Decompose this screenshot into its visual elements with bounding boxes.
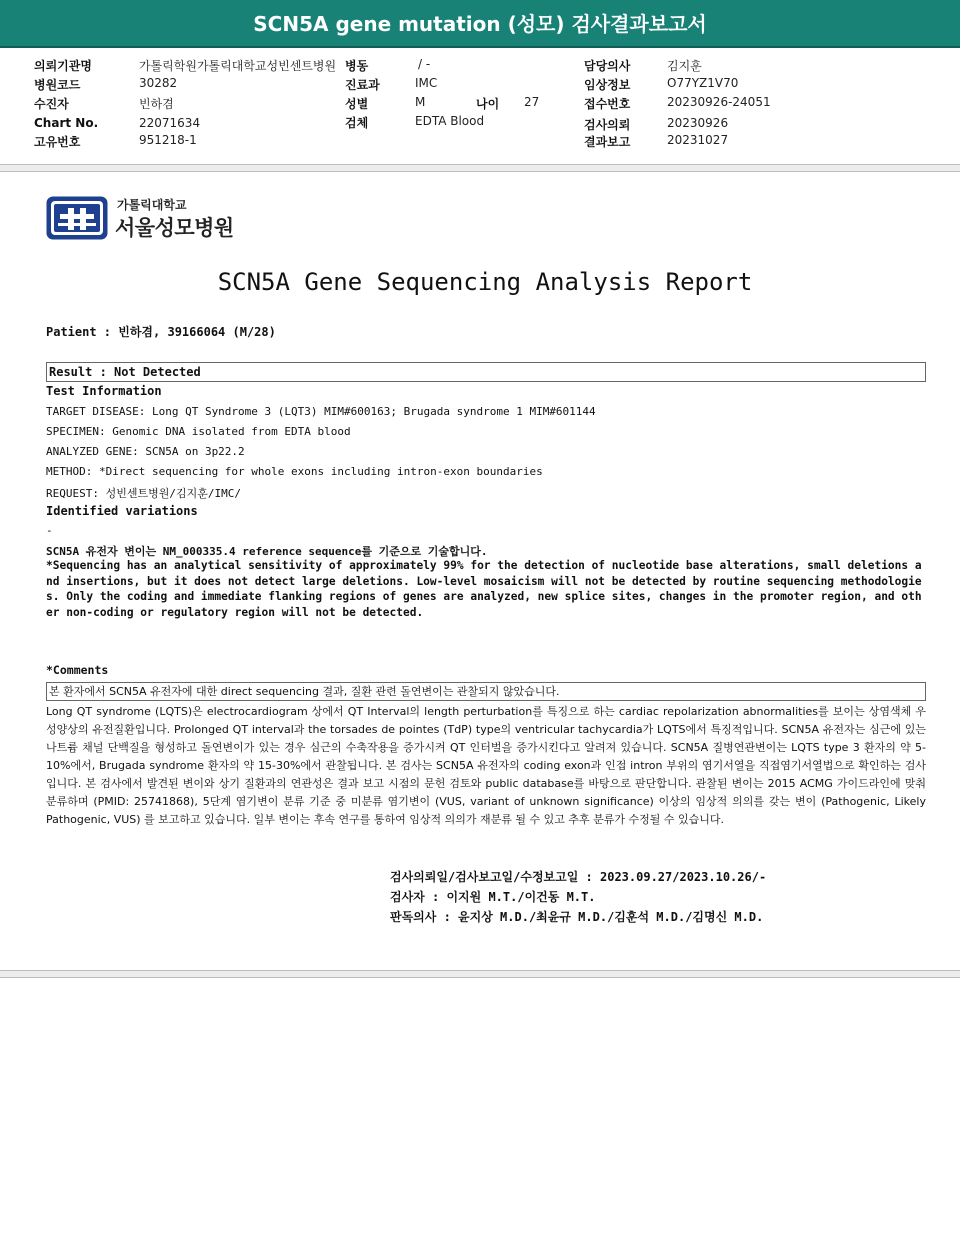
logo-hospital-name: 서울성모병원 — [115, 216, 234, 240]
age-label: 나이 — [476, 97, 500, 111]
comment-body: Long QT syndrome (LQTS)은 electrocardiogram 상에서 QT Interval의 length perturbation를 특징으로 하는 cardiac repolarization abnormalities를 보이는 상염색체 우성양상의 유전질환입니다. Prolonged QT interval과 the torsades de pointes (TdP) type의 ventricular tachycardia가 LQTS에서 특징적입니다. SCN5A 유전자는 심근에 있는 나트륨 채널 단백질을 형성하고 돌연변이가 있는 경우 심근의 수축작용을 증가시켜 QT 인터벌을 증가시킨다고 알려져 있습니다. SCN5A 질병연관변이는 LQTS type 3 환자의 약 5-10%에서, Brugada syndrome 환자의 약 15-30%에서 관찰됩니다. 본 검사는 SCN5A 유전자의 coding exon과 인접 intron 부위의 염기서열을 직접염기서열법으로 확인하는 검사입니다. 본 검사에서 발견된 변이와 상기 질환과의 연관성은 결과 보고 시점의 문헌 검토와 public database를 바탕으로 판단합니다. 관찰된 변이는 2015 ACMG 가이드라인에 맞춰 분류하며 (PMID: 25741868), 5단계 염기변이 분류 기준 중 미분류 염기변이 (VUS, variant of unknown significance) 이상의 임상적 의의를 갖는 변이 (Pathogenic, Likely Pathogenic, VUS) 를 보고하고 있습니다. 일부 변이는 후속 연구를 통하여 임상적 의의가 재분류 될 수 있고 추후 분류가 수정될 수 있습니다. — [46, 705, 926, 826]
attending-doctor-label: 담당의사 — [584, 59, 631, 73]
patient-name-label: 수진자 — [34, 97, 69, 111]
specimen-value: EDTA Blood — [415, 114, 485, 128]
target-disease-line: TARGET DISEASE: Long QT Syndrome 3 (LQT3) MIM#600163; Brugada syndrome 1 MIM#601144 — [46, 405, 596, 418]
unique-id-label: 고유번호 — [34, 135, 81, 149]
report-date-label: 결과보고 — [584, 135, 631, 149]
sex-value: M — [415, 95, 426, 109]
attending-doctor-value: 김지훈 — [667, 59, 702, 73]
request-date-value: 20230926 — [667, 116, 729, 130]
ward-label: 병동 — [345, 59, 369, 73]
clinical-info-label: 임상정보 — [584, 78, 631, 92]
analyzed-gene-line: ANALYZED GENE: SCN5A on 3p22.2 — [46, 445, 245, 458]
chart-no-value: 22071634 — [139, 116, 201, 130]
specimen-line: SPECIMEN: Genomic DNA isolated from EDTA blood — [46, 425, 351, 438]
receipt-number-label: 접수번호 — [584, 97, 631, 111]
reference-sequence-note: SCN5A 유전자 변이는 NM_000335.4 reference sequence를 기준으로 기술합니다. — [46, 545, 488, 558]
pathologist-signature: 판독의사 : 윤지상 M.D./최윤규 M.D./김훈석 M.D./김명신 M.D. — [390, 910, 764, 924]
unique-id-value: 951218-1 — [139, 133, 197, 147]
hospital-code-value: 30282 — [139, 76, 178, 90]
request-line: REQUEST: 성빈센트병원/김지훈/IMC/ — [46, 487, 241, 500]
technician-signature: 검사자 : 이지원 M.T./이건동 M.T. — [390, 890, 596, 904]
patient-line: Patient : 빈하겸, 39166064 (M/28) — [46, 325, 276, 339]
identified-variations-value: - — [46, 524, 53, 537]
logo-university-name: 가톨릭대학교 — [117, 198, 187, 212]
test-info-heading: Test Information — [46, 384, 162, 398]
age-value: 27 — [524, 95, 540, 109]
identified-variations-heading: Identified variations — [46, 504, 198, 518]
sex-label: 성별 — [345, 97, 369, 111]
comments-heading: *Comments — [46, 663, 109, 677]
ward-value: / - — [418, 57, 431, 71]
department-label: 진료과 — [345, 78, 380, 92]
report-date-value: 20231027 — [667, 133, 729, 147]
requesting-institution-label: 의뢰기관명 — [34, 59, 92, 73]
hospital-logo-emblem — [46, 196, 108, 240]
patient-name-value: 빈하겸 — [139, 97, 174, 111]
method-line: METHOD: *Direct sequencing for whole exons including intron-exon boundaries — [46, 465, 543, 478]
department-value: IMC — [415, 76, 438, 90]
requesting-institution-value: 가톨릭학원가톨릭대학교성빈센트병원 — [139, 59, 337, 73]
clinical-info-value: O77YZ1V70 — [667, 76, 739, 90]
report-title-bar: SCN5A gene mutation (성모) 검사결과보고서 — [0, 0, 960, 48]
section-divider-bottom — [0, 970, 960, 978]
report-heading: SCN5A Gene Sequencing Analysis Report — [217, 268, 753, 296]
request-date-label: 검사의뢰 — [584, 118, 631, 132]
result-box: Result : Not Detected — [46, 362, 926, 382]
sensitivity-note: *Sequencing has an analytical sensitivity of approximately 99% for the detection of nucleotide base alterations, small deletions and insertions, but it does not detect large deletions. Low-level mosaicism will not be detected by routine sequencing methodologies. Only the coding and immediate flanking regions of genes are analyzed, new splice sites, changes in the promoter region, and other non-coding or regulatory region will not be detected. — [46, 559, 922, 619]
hospital-code-label: 병원코드 — [34, 78, 81, 92]
report-dates-signature: 검사의뢰일/검사보고일/수정보고일 : 2023.09.27/2023.10.26/- — [390, 870, 767, 884]
specimen-label: 검체 — [345, 116, 369, 130]
chart-no-label: Chart No. — [34, 116, 99, 130]
comment-summary-box: 본 환자에서 SCN5A 유전자에 대한 direct sequencing 결과, 질환 관련 돌연변이는 관찰되지 않았습니다. — [46, 682, 926, 701]
receipt-number-value: 20230926-24051 — [667, 95, 771, 109]
section-divider-top — [0, 164, 960, 172]
